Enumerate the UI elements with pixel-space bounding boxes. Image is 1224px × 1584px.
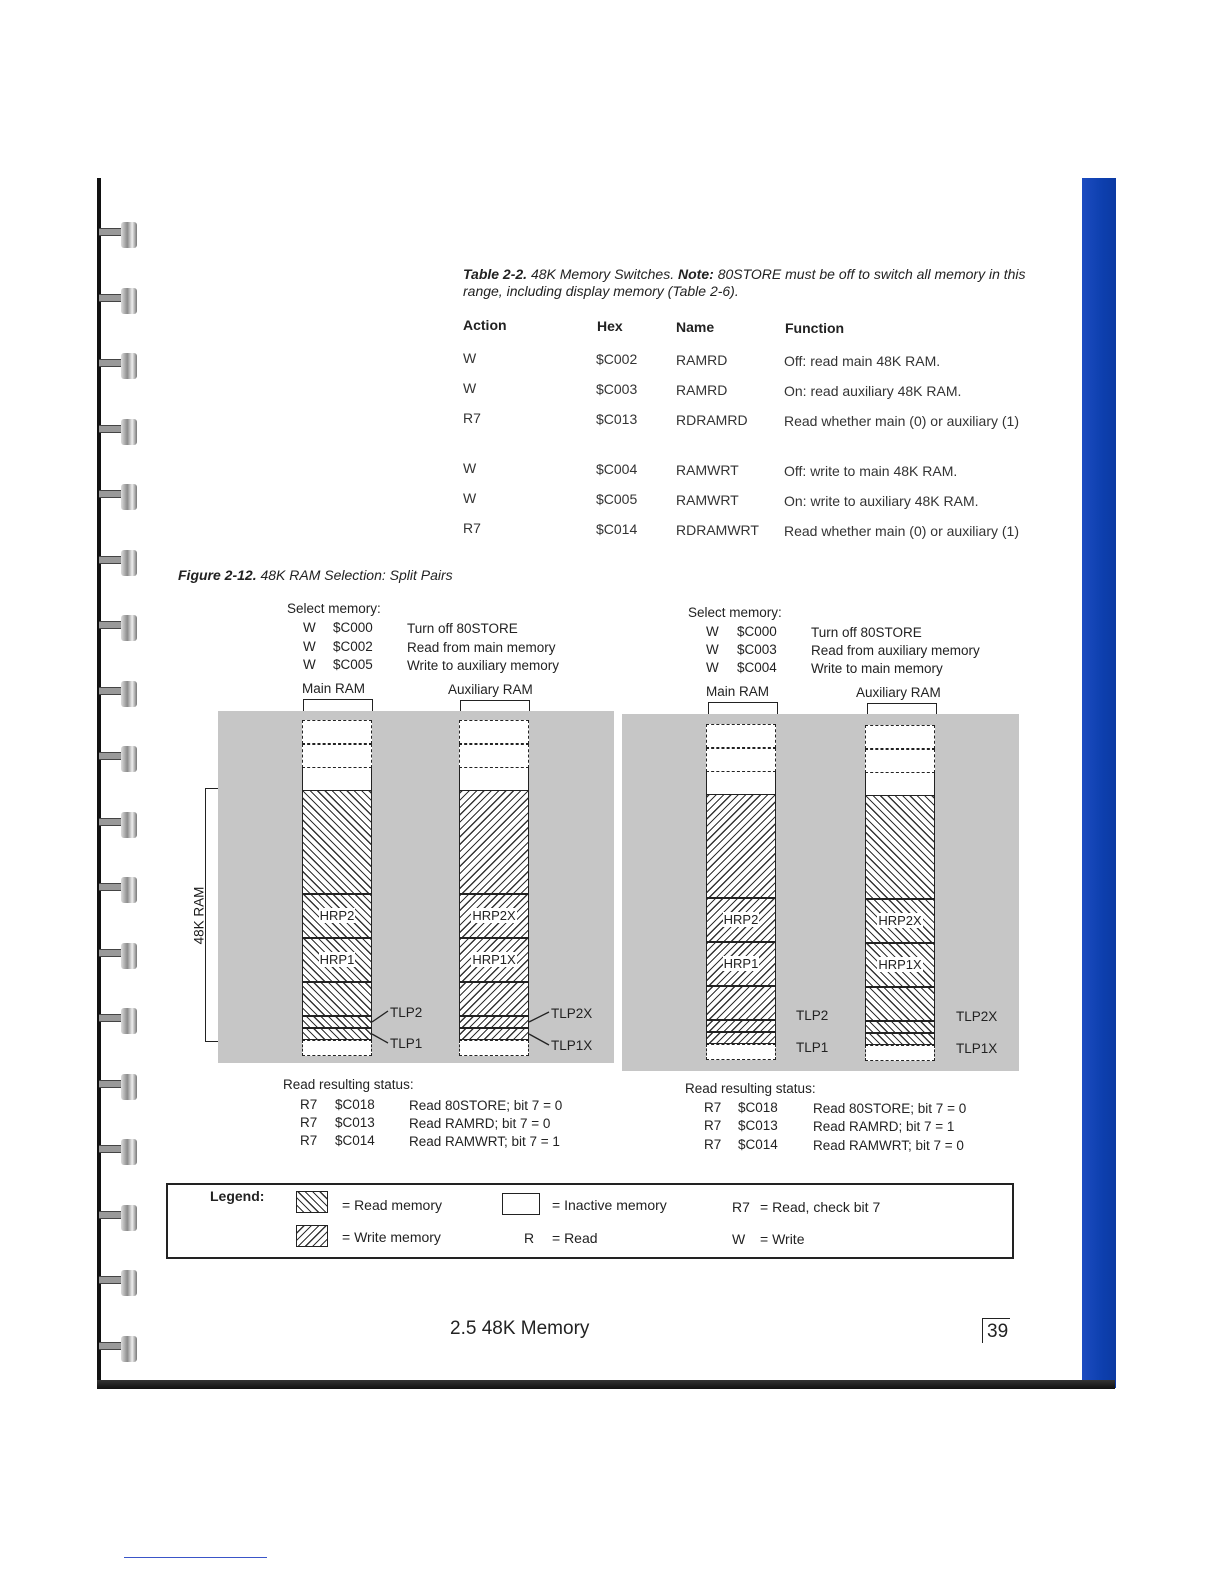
read-segment xyxy=(865,795,935,899)
cell-action: W xyxy=(463,380,477,396)
cell-hex: $C013 xyxy=(596,411,638,427)
status-desc: Read RAMRD; bit 7 = 1 xyxy=(813,1119,955,1134)
cell-name: RAMWRT xyxy=(676,492,739,508)
legend-read-memory: = Read memory xyxy=(342,1197,442,1213)
cell-action: W xyxy=(463,490,477,506)
write-memory-swatch xyxy=(296,1225,328,1247)
legend-r7-key: R7 xyxy=(732,1199,750,1215)
status-title: Read resulting status: xyxy=(283,1077,414,1092)
status-desc: Read RAMRD; bit 7 = 0 xyxy=(409,1116,551,1131)
select-hex: $C004 xyxy=(737,660,777,675)
cell-hex: $C005 xyxy=(596,491,638,507)
inactive-segment xyxy=(865,773,935,795)
cell-hex: $C014 xyxy=(596,521,638,537)
inactive-segment xyxy=(865,749,935,773)
select-action: W xyxy=(706,624,719,639)
select-action: W xyxy=(706,642,719,657)
legend-w-key: W xyxy=(732,1231,746,1247)
select-hex: $C000 xyxy=(333,620,373,635)
status-action: R7 xyxy=(704,1137,722,1152)
segment-label: HRP1 xyxy=(319,952,355,967)
select-action: W xyxy=(303,639,316,654)
inactive-segment xyxy=(706,772,776,794)
inactive-segment xyxy=(865,725,935,749)
legend-r-key: R xyxy=(524,1230,535,1246)
select-desc: Read from main memory xyxy=(407,640,556,655)
segment-label: HRP1 xyxy=(723,956,759,971)
cell-function: Off: read main 48K RAM. xyxy=(784,353,941,369)
legend-write-memory: = Write memory xyxy=(342,1229,441,1245)
status-desc: Read RAMWRT; bit 7 = 1 xyxy=(409,1134,560,1149)
cell-function: On: read auxiliary 48K RAM. xyxy=(784,383,962,399)
tlp1x-segment xyxy=(865,1033,935,1045)
inactive-segment xyxy=(865,1045,935,1061)
select-desc: Read from auxiliary memory xyxy=(811,643,980,658)
segment-label: HRP1X xyxy=(472,952,516,967)
aux-ram-label: Auxiliary RAM xyxy=(448,682,533,697)
tlp-label: TLP2X xyxy=(956,1009,998,1024)
cell-action: R7 xyxy=(463,410,481,426)
write-segment xyxy=(706,986,776,1020)
figure-caption-title: 48K RAM Selection: Split Pairs xyxy=(260,567,453,583)
status-title: Read resulting status: xyxy=(685,1081,816,1096)
inactive-segment xyxy=(706,748,776,772)
status-action: R7 xyxy=(704,1100,722,1115)
legend-r-value: = Read xyxy=(552,1230,598,1246)
status-action: R7 xyxy=(704,1118,722,1133)
status-hex: $C018 xyxy=(335,1097,375,1112)
status-hex: $C014 xyxy=(335,1133,375,1148)
read-memory-swatch xyxy=(296,1191,328,1213)
select-hex: $C003 xyxy=(737,642,777,657)
legend xyxy=(166,1183,1014,1259)
select-action: W xyxy=(303,620,316,635)
tlp-label: TLP1 xyxy=(796,1040,829,1055)
select-action: W xyxy=(303,657,316,672)
select-hex: $C002 xyxy=(333,639,373,654)
inactive-memory-swatch xyxy=(502,1193,540,1215)
cell-function: Read whether main (0) or auxiliary (1) xyxy=(784,523,1019,539)
table-caption-note-label: Note: xyxy=(678,266,714,282)
tlp-label: TLP2X xyxy=(551,1006,593,1021)
aux-ram-bar xyxy=(865,725,935,1061)
cell-hex: $C002 xyxy=(596,351,638,367)
tlp2x-segment xyxy=(865,1021,935,1033)
select-action: W xyxy=(706,660,719,675)
table-header-action: Action xyxy=(463,317,507,333)
main-ram-bracket xyxy=(708,702,778,714)
tlp2-segment xyxy=(706,1020,776,1032)
select-desc: Turn off 80STORE xyxy=(407,621,518,636)
status-hex: $C018 xyxy=(738,1100,778,1115)
tlp1-segment xyxy=(706,1032,776,1044)
cell-name: RAMRD xyxy=(676,382,728,398)
cell-action: R7 xyxy=(463,520,481,536)
status-action: R7 xyxy=(300,1133,318,1148)
tlp-label: TLP2 xyxy=(796,1008,829,1023)
main-ram-label: Main RAM xyxy=(706,684,770,699)
select-hex: $C005 xyxy=(333,657,373,672)
select-title: Select memory: xyxy=(688,605,782,620)
cell-name: RAMRD xyxy=(676,352,728,368)
segment-label: HRP2X xyxy=(878,913,922,928)
status-hex: $C014 xyxy=(738,1137,778,1152)
cell-function: Read whether main (0) or auxiliary (1) xyxy=(784,413,1019,429)
table-header-name: Name xyxy=(676,319,715,335)
ram-range-label: 48K RAM xyxy=(191,886,207,945)
write-segment xyxy=(706,794,776,898)
segment-label: HRP2X xyxy=(472,908,516,923)
table-caption-note: 80STORE must be off to switch all memory in this range, including display memory (Table 2-6). xyxy=(463,266,1026,299)
table-header-hex: Hex xyxy=(597,318,623,334)
tlp-label: TLP2 xyxy=(390,1005,423,1020)
legend-title: Legend: xyxy=(210,1188,265,1204)
legend-r7-value: = Read, check bit 7 xyxy=(760,1199,881,1215)
inactive-segment xyxy=(706,724,776,748)
status-action: R7 xyxy=(300,1115,318,1130)
cell-name: RDRAMRD xyxy=(676,412,748,428)
cell-action: W xyxy=(463,350,477,366)
status-hex: $C013 xyxy=(738,1118,778,1133)
status-desc: Read RAMWRT; bit 7 = 0 xyxy=(813,1138,964,1153)
select-desc: Write to main memory xyxy=(811,661,943,676)
segment-label: HRP1X xyxy=(878,957,922,972)
tlp-label: TLP1X xyxy=(956,1041,998,1056)
main-ram-label: Main RAM xyxy=(302,681,366,696)
read-segment xyxy=(865,987,935,1021)
select-hex: $C000 xyxy=(737,624,777,639)
select-desc: Write to auxiliary memory xyxy=(407,658,560,673)
legend-w-value: = Write xyxy=(760,1231,805,1247)
figure-caption-label: Figure 2-12. xyxy=(178,567,257,583)
cell-hex: $C003 xyxy=(596,381,638,397)
cell-hex: $C004 xyxy=(596,461,638,477)
inactive-segment xyxy=(706,1044,776,1060)
page-number: 39 xyxy=(982,1318,1010,1343)
cell-function: On: write to auxiliary 48K RAM. xyxy=(784,493,979,509)
cell-name: RAMWRT xyxy=(676,462,739,478)
tlp-label: TLP1 xyxy=(390,1036,423,1051)
main-ram-bar xyxy=(706,724,776,1060)
cell-name: RDRAMWRT xyxy=(676,522,759,538)
status-desc: Read 80STORE; bit 7 = 0 xyxy=(813,1101,967,1116)
table-caption-title: 48K Memory Switches. xyxy=(530,266,675,282)
segment-label: HRP2 xyxy=(319,908,355,923)
select-desc: Turn off 80STORE xyxy=(811,625,922,640)
status-action: R7 xyxy=(300,1097,318,1112)
cell-function: Off: write to main 48K RAM. xyxy=(784,463,958,479)
aux-ram-label: Auxiliary RAM xyxy=(856,685,941,700)
legend-inactive-memory: = Inactive memory xyxy=(552,1197,667,1213)
cell-action: W xyxy=(463,460,477,476)
table-caption-label: Table 2-2. xyxy=(463,266,528,282)
select-title: Select memory: xyxy=(287,601,381,616)
status-hex: $C013 xyxy=(335,1115,375,1130)
table-header-function: Function xyxy=(785,320,845,336)
tlp-label: TLP1X xyxy=(551,1038,593,1053)
segment-label: HRP2 xyxy=(723,912,759,927)
status-desc: Read 80STORE; bit 7 = 0 xyxy=(409,1098,563,1113)
section-title: 2.5 48K Memory xyxy=(450,1318,590,1339)
